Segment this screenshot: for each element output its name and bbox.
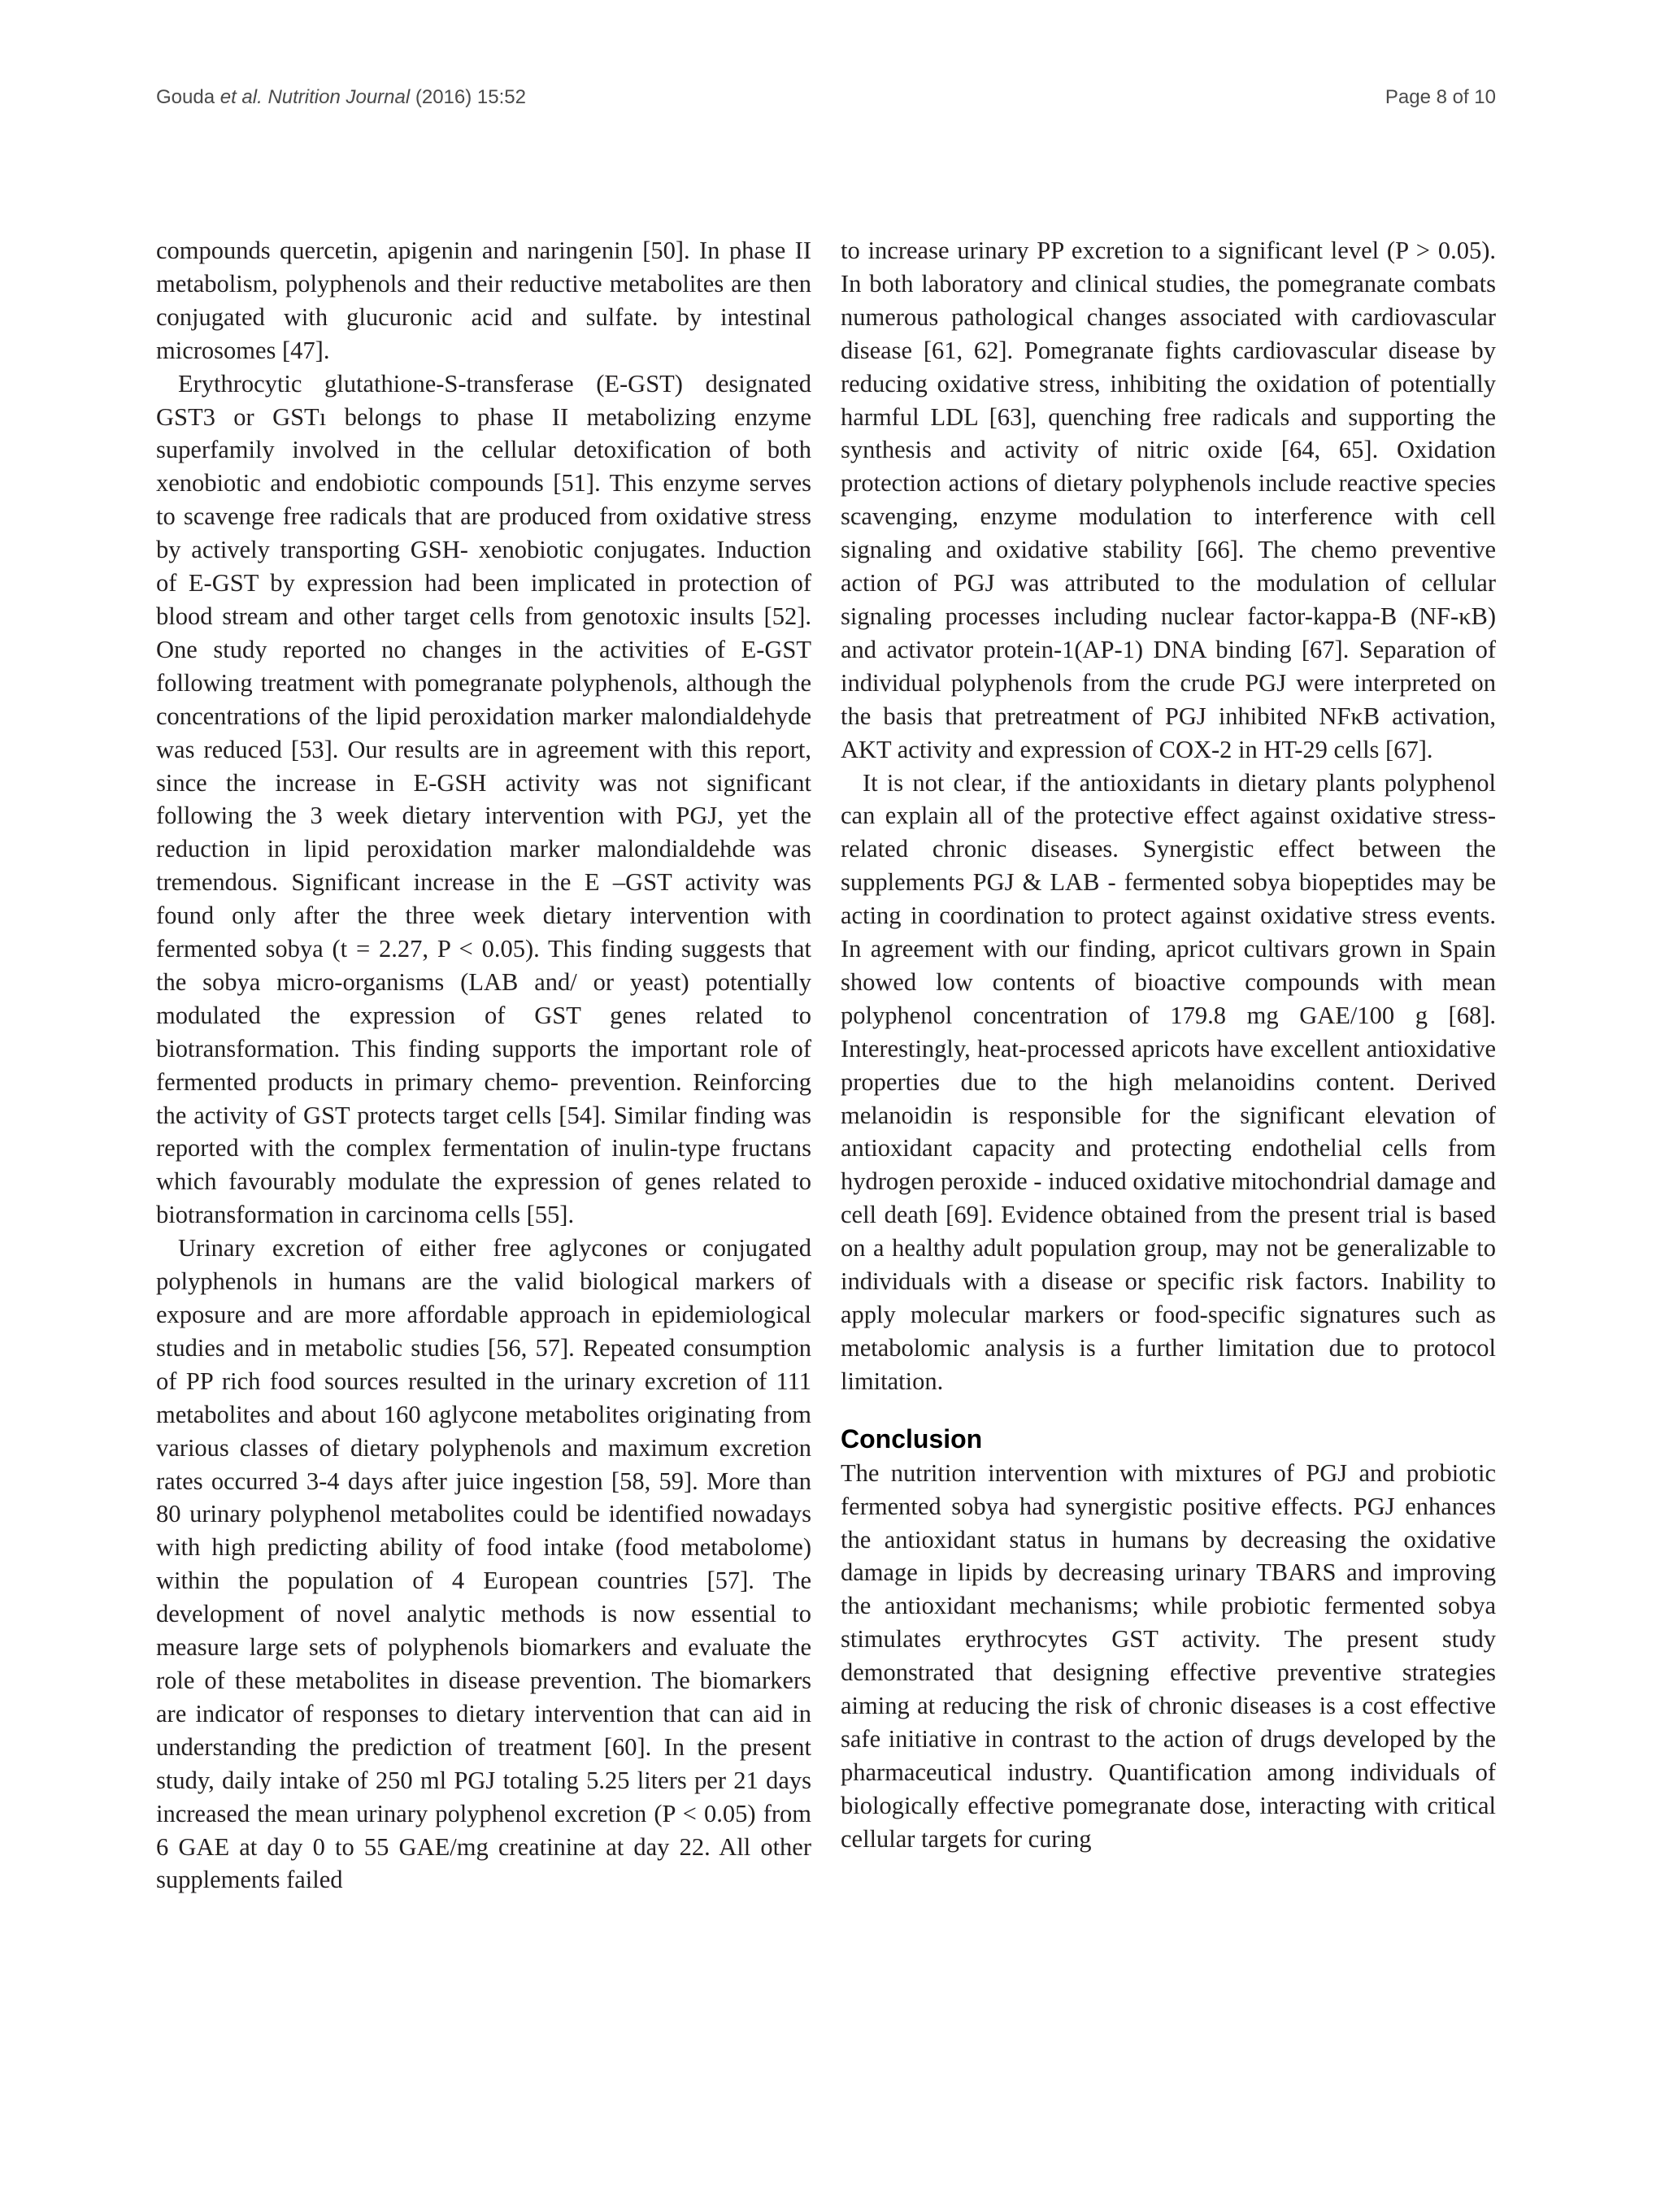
conclusion-paragraph: The nutrition intervention with mixtures of PGJ and probiotic fermented sobya had synergistic positive effects. PGJ enhances the antioxidant status in humans by decreasing the oxidative damage in lipids by decreasing urinary TBARS and improving the antioxidant mechanisms; while probiotic fermented sobya stimulates erythrocytes GST activity. The present study demonstrated that designing effective preventive strategies aiming at reducing the risk of chronic diseases is a cost effective safe initiative in contrast to the action of drugs developed by the pharmaceutical industry. Quantification among individuals of biologically effective pomegranate dose, interacting with critical cellular targets for curing xyxy=(841,1458,1496,1853)
body-paragraph: Urinary excretion of either free aglycones or conjugated polyphenols in humans are the valid biological markers of exposure and are more affordable approach in epidemiological studies and in metabolic studies [56, 57]. Repeated consumption of PP rich food sources resulted in the urinary excretion of 111 metabolites and about 160 aglycone metabolites originating from various classes of dietary polyphenols and maximum excretion rates occurred 3-4 days after juice ingestion [58, 59]. More than 80 urinary polyphenol metabolites could be identified nowadays with high predicting ability of food intake (food metabolome) within the population of 4 European countries [57]. The development of novel analytic methods is now essential to measure large sets of polyphenols biomarkers and evaluate the role of these metabolites in disease prevention. The biomarkers are indicator of responses to dietary intervention that can aid in understanding the prediction of treatment [60]. In the present study, daily intake of 250 ml PGJ totaling 5.25 liters per 21 days increased the mean urinary polyphenol excretion (P < 0.05) from 6 GAE at day 0 to 55 GAE/mg creatinine at day 22. All other supplements failed xyxy=(156,1234,811,1894)
header-etal: et al. xyxy=(220,86,263,108)
page-number: Page 8 of 10 xyxy=(1385,86,1496,108)
body-paragraph: to increase urinary PP excretion to a significant level (P > 0.05). In both laboratory and clinical studies, the pomegranate combats numerous pathological changes associated with cardiovascular disease [61, 62]. Pomegranate fights cardiovascular disease by reducing oxidative stress, inhibiting the oxidation of potentially harmful LDL [63], quenching free radicals and supporting the synthesis and activity of nitric oxide [64, 65]. Oxidation protection actions of dietary polyphenols include reactive species scavenging, enzyme modulation to interference with cell signaling and oxidative stability [66]. The chemo preventive action of PGJ was attributed to the modulation of cellular signaling processes including nuclear factor-kappa-B (NF-κB) and activator protein-1(AP-1) DNA binding [67]. Separation of individual polyphenols from the crude PGJ were interpreted on the basis that pretreatment of PGJ inhibited NFκB activation, AKT activity and expression of COX-2 in HT-29 cells [67]. xyxy=(841,237,1496,763)
section-heading-conclusion: Conclusion xyxy=(841,1423,983,1454)
header-journal: Nutrition Journal xyxy=(267,86,411,108)
body-paragraph: It is not clear, if the antioxidants in dietary plants polyphenol can explain all of the protective effect against oxidative stress-related chronic diseases. Synergistic effect between the supplements PGJ & LAB - fermented sobya biopeptides may be acting in coordination to protect against oxidative stress events. In agreement with our finding, apricot cultivars grown in Spain showed low contents of bioactive compounds with mean polyphenol concentration of 179.8 mg GAE/100 g [68]. Interestingly, heat-processed apricots have excellent antioxidative properties due to the high melanoidins content. Derived melanoidin is responsible for the significant elevation of antioxidant capacity and protecting endothelial cells from hydrogen peroxide - induced oxidative mitochondrial damage and cell death [69]. Evidence obtained from the present trial is based on a healthy adult population group, may not be generalizable to individuals with a disease or specific risk factors. Inability to apply molecular markers or food-specific signatures such as metabolomic analysis is a further limitation due to protocol limitation. xyxy=(841,768,1496,1395)
header-authors: Gouda xyxy=(156,86,215,108)
body-paragraph: compounds quercetin, apigenin and naringenin [50]. In phase II metabolism, polyphenols and their reductive metabolites are then conjugated with glucuronic acid and sulfate. by intestinal microsomes [47]. xyxy=(156,237,811,364)
running-header xyxy=(156,86,1496,115)
right-column xyxy=(841,234,1496,1856)
body-paragraph: Erythrocytic glutathione-S-transferase (E-GST) designated GST3 or GSTı belongs to phase II metabolizing enzyme superfamily involved in the cellular detoxification of both xenobiotic and endobiotic compounds [51]. This enzyme serves to scavenge free radicals that are produced from oxidative stress by actively transporting GSH- xenobiotic conjugates. Induction of E-GST by expression had been implicated in protection of blood stream and other target cells from genotoxic insults [52]. One study reported no changes in the activities of E-GST following treatment with pomegranate polyphenols, although the concentrations of the lipid peroxidation marker malondialdehyde was reduced [53]. Our results are in agreement with this report, since the increase in E-GSH activity was not significant following the 3 week dietary intervention with PGJ, yet the reduction in lipid peroxidation marker malondialdehde was tremendous. Significant increase in the E –GST activity was found only after the three week dietary intervention with fermented sobya (t = 2.27, P < 0.05). This finding suggests that the sobya micro-organisms (LAB and/ or yeast) potentially modulated the expression of GST genes related to biotransformation. This finding supports the important role of fermented products in primary chemo- prevention. Reinforcing the activity of GST protects target cells [54]. Similar finding was reported with the complex fermentation of inulin-type fructans which favourably modulate the expression of genes related to biotransformation in carcinoma cells [55]. xyxy=(156,369,811,1229)
header-year-volume: (2016) 15:52 xyxy=(410,86,526,108)
left-column xyxy=(156,234,811,1897)
citation-line xyxy=(156,86,526,109)
